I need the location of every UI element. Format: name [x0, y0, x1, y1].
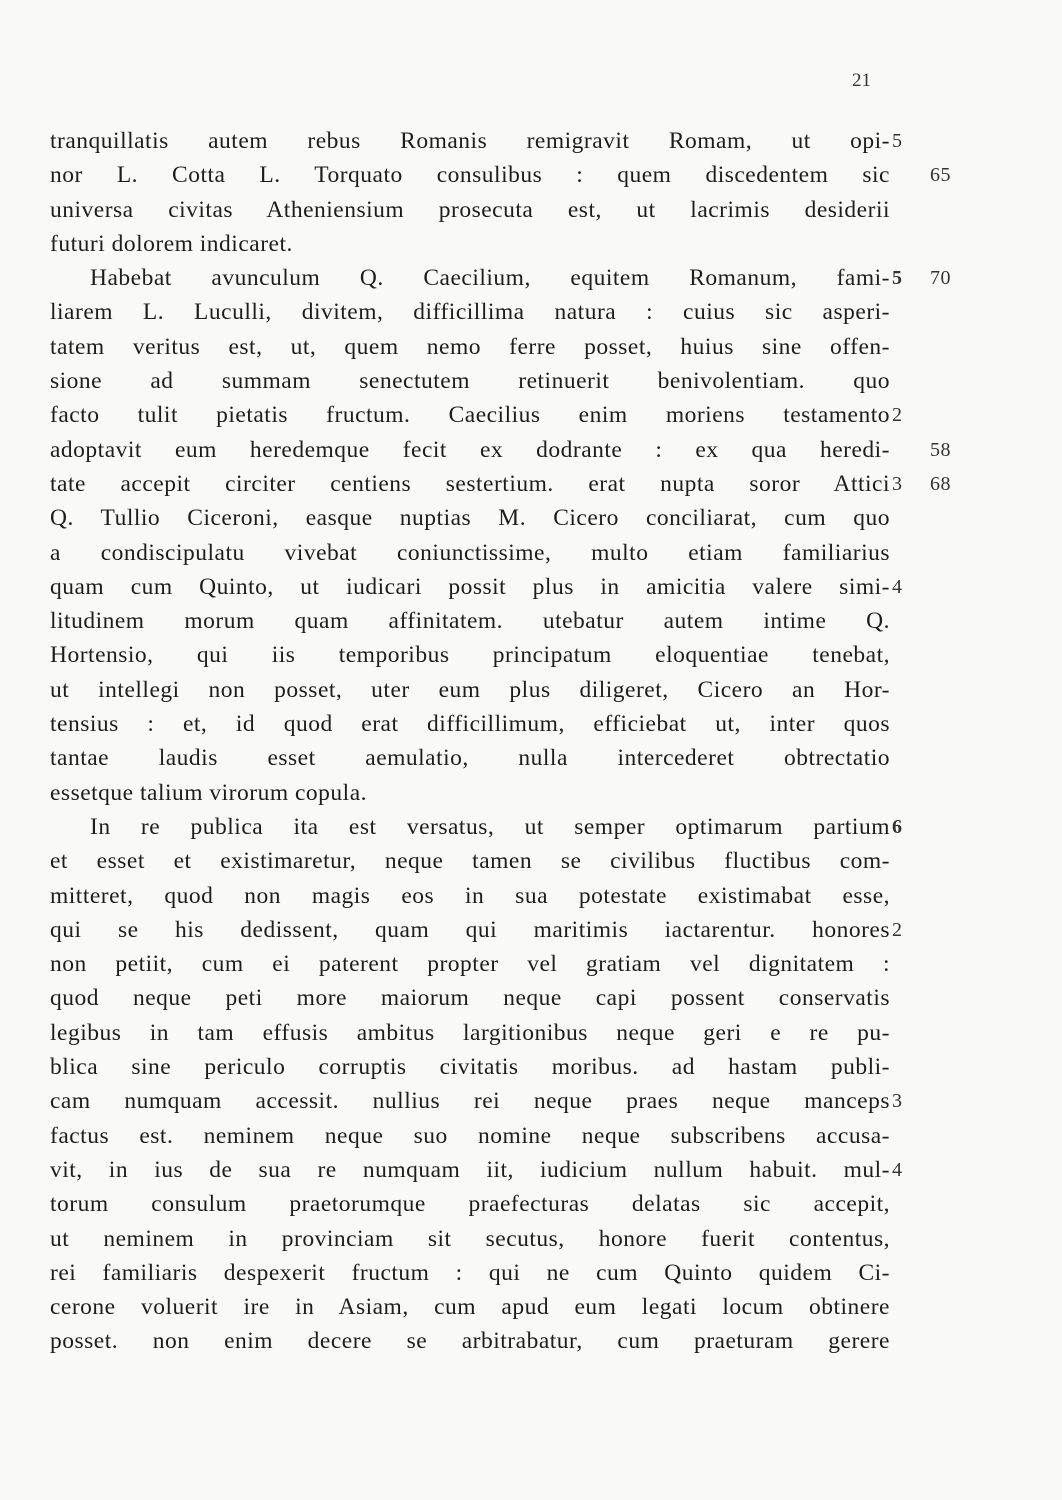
- line-text: cam numquam accessit. nullius rei neque praes neque manceps: [50, 1088, 890, 1115]
- text-block: [50, 124, 951, 1359]
- line-text: ut neminem in provinciam sit secutus, honore fuerit contentus,: [50, 1225, 890, 1252]
- text-line: [50, 638, 890, 672]
- line-number-marker: 70: [930, 267, 951, 290]
- line-text: tantae laudis esset aemulatio, nulla intercederet obtrectatio: [50, 745, 890, 772]
- line-text: legibus in tam effusis ambitus largitionibus neque geri e re pu-: [50, 1019, 890, 1046]
- text-line: [50, 1050, 890, 1084]
- section-marker: 4: [892, 1158, 903, 1181]
- text-line: [50, 364, 890, 398]
- text-line: [50, 398, 903, 432]
- line-number-marker: 68: [930, 472, 951, 495]
- line-text: nor L. Cotta L. Torquato consulibus : quem discedentem sic: [50, 162, 890, 189]
- line-text: futuri dolorem indicaret.: [50, 230, 293, 257]
- line-text: Hortensio, qui iis temporibus principatum eloquentiae tenebat,: [50, 642, 890, 669]
- line-text: essetque talium virorum copula.: [50, 779, 368, 806]
- line-text: In re publica ita est versatus, ut semper optimarum partium: [90, 813, 890, 840]
- text-line: [50, 1187, 890, 1221]
- line-text: tate accepit circiter centiens sestertium. erat nupta soror Attici: [50, 470, 890, 497]
- text-line: [50, 673, 890, 707]
- line-text: cerone voluerit ire in Asiam, cum apud eum legati locum obtinere: [50, 1294, 890, 1321]
- text-line: [50, 913, 903, 947]
- line-number-marker: 65: [930, 164, 951, 187]
- text-line: [50, 707, 890, 741]
- line-text: non petiit, cum ei paterent propter vel gratiam vel dignitatem :: [50, 951, 890, 978]
- text-line: [50, 1222, 890, 1256]
- text-line: [50, 1084, 903, 1118]
- line-text: et esset et existimaretur, neque tamen se civilibus fluctibus com-: [50, 848, 890, 875]
- section-marker: 4: [892, 575, 903, 598]
- text-line: [50, 227, 890, 261]
- text-line: [50, 467, 951, 501]
- section-marker: 5: [892, 130, 903, 152]
- text-line: [50, 501, 890, 535]
- text-line: [50, 570, 903, 604]
- line-text: quam cum Quinto, ut iudicari possit plus in amicitia valere simi-: [50, 573, 890, 600]
- text-line: [50, 295, 890, 329]
- text-line: [50, 1153, 903, 1187]
- line-text: blica sine periculo corruptis civitatis moribus. ad hastam publi-: [50, 1054, 890, 1081]
- section-marker: 3: [892, 472, 903, 495]
- text-line: [50, 1256, 890, 1290]
- section-marker: 2: [892, 918, 903, 941]
- section-marker: 6: [892, 815, 903, 838]
- line-text: Q. Tullio Ciceroni, easque nuptias M. Cicero conciliarat, cum quo: [50, 505, 890, 532]
- page-number: 21: [852, 70, 871, 91]
- section-marker: 3: [892, 1090, 903, 1113]
- line-text: posset. non enim decere se arbitrabatur, cum praeturam gerere: [50, 1328, 890, 1355]
- text-line: [50, 879, 890, 913]
- text-line: [50, 776, 890, 810]
- line-text: tranquillatis autem rebus Romanis remigravit Romam, ut opi-: [50, 128, 890, 154]
- line-text: mitteret, quod non magis eos in sua potestate existimabat esse,: [50, 882, 890, 909]
- line-text: universa civitas Atheniensium prosecuta est, ut lacrimis desiderii: [50, 196, 890, 223]
- text-line: [50, 433, 951, 467]
- text-line: [50, 741, 890, 775]
- text-line: [50, 1119, 890, 1153]
- line-text: facto tulit pietatis fructum. Caecilius enim moriens testamento: [50, 402, 890, 429]
- text-line: [50, 981, 890, 1015]
- text-line: [50, 604, 890, 638]
- line-text: sione ad summam senectutem retinuerit benivolentiam. quo: [50, 368, 890, 395]
- text-line: [50, 158, 951, 192]
- line-text: adoptavit eum heredemque fecit ex dodrante : ex qua heredi-: [50, 436, 890, 463]
- line-text: litudinem morum quam affinitatem. utebatur autem intime Q.: [50, 608, 890, 635]
- line-text: rei familiaris despexerit fructum : qui ne cum Quinto quidem Ci-: [50, 1259, 890, 1286]
- section-marker: 2: [892, 404, 903, 427]
- text-line: [50, 536, 890, 570]
- line-text: a condiscipulatu vivebat coniunctissime, multo etiam familiarius: [50, 539, 890, 566]
- text-line: [50, 193, 890, 227]
- text-line: [50, 1324, 890, 1358]
- line-text: vit, in ius de sua re numquam iit, iudicium nullum habuit. mul-: [50, 1156, 890, 1183]
- text-line: [50, 1016, 890, 1050]
- line-text: Habebat avunculum Q. Caecilium, equitem Romanum, fami-: [90, 265, 890, 292]
- text-line: [50, 261, 951, 295]
- line-text: qui se his dedissent, quam qui maritimis iactarentur. honores: [50, 916, 890, 943]
- line-text: quod neque peti more maiorum neque capi possent conservatis: [50, 985, 890, 1012]
- text-line: [50, 124, 903, 158]
- line-number-marker: 58: [930, 438, 951, 461]
- section-marker: 5: [892, 267, 903, 290]
- line-text: liarem L. Luculli, divitem, difficillima natura : cuius sic asperi-: [50, 299, 890, 326]
- line-text: factus est. neminem neque suo nomine neque subscribens accusa-: [50, 1122, 890, 1149]
- text-line: [50, 1290, 890, 1324]
- line-text: tatem veritus est, ut, quem nemo ferre posset, huius sine offen-: [50, 333, 890, 360]
- text-line: [50, 947, 890, 981]
- line-text: tensius : et, id quod erat difficillimum, efficiebat ut, inter quos: [50, 711, 890, 738]
- text-line: [50, 810, 903, 844]
- line-text: torum consulum praetorumque praefecturas delatas sic accepit,: [50, 1191, 890, 1218]
- text-line: [50, 330, 890, 364]
- text-line: [50, 844, 890, 878]
- line-text: ut intellegi non posset, uter eum plus diligeret, Cicero an Hor-: [50, 676, 890, 703]
